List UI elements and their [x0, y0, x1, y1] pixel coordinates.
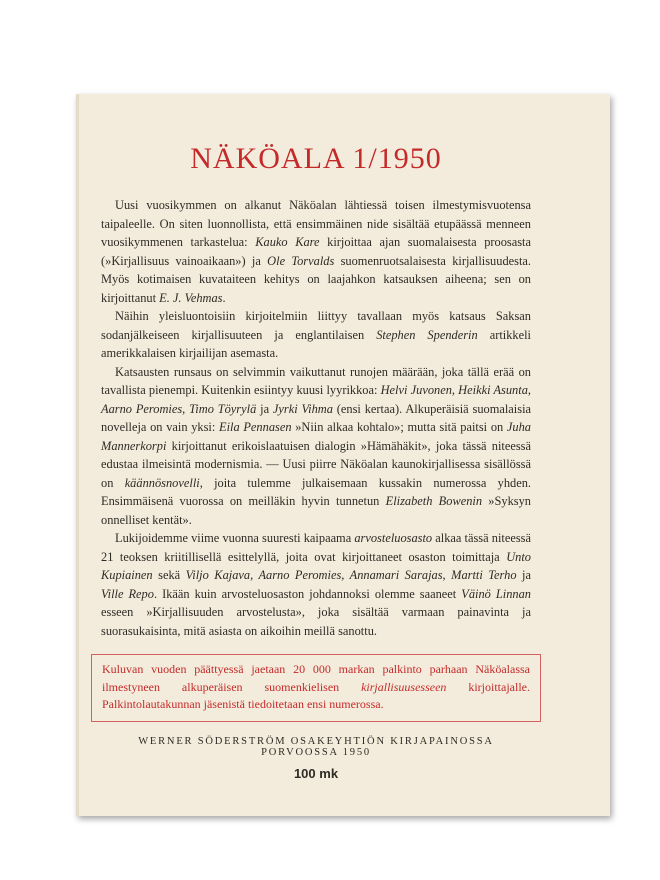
page-title: NÄKÖALA 1/1950 — [190, 142, 442, 175]
price-label: 100 mk — [293, 765, 339, 781]
prize-notice-box: Kuluvan vuoden päättyessä jaetaan 20 000 markan palkinto parhaan Näköalassa ilmestyneen alkuperäisen suomenkielisen kirjallisuusesseen kirjoittajalle. Palkintolautakunnan jäsenistä tiedoitetaan ensi numerossa. — [91, 654, 541, 722]
book-spine-edge — [76, 94, 79, 816]
cover-content — [101, 142, 531, 781]
paragraph-1: Uusi vuosikymmen on alkanut Näköalan lähtiessä toisen ilmestymisvuotensa taipaleelle. On siten luonnollista, että ensimmäinen nide sisältää etupäässä menneen vuosikymmenen tarkastelua: Kauko Kare kirjoittaa ajan suomalaisesta proosasta (»Kirjallisuus vainoaikaan») ja Ole Torvalds suomenruotsalaisesta kirjallisuudesta. Myös kotimaisen kuvataiteen kehitys on laajahkon katsauksen aiheena; sen on kirjoittanut E. J. Vehmas. — [101, 198, 531, 305]
printer-imprint: WERNER SÖDERSTRÖM OSAKEYHTIÖN KIRJAPAINOSSA PORVOOSSA 1950 — [138, 735, 494, 758]
paragraph-2: Näihin yleisluontoisiin kirjoitelmiin liittyy tavallaan myös katsaus Saksan sodanjälkeiseen kirjallisuuteen ja englantilaisen Stephen Spenderin artikkeli amerikkalaisen kirjailijan asemasta. — [101, 309, 531, 360]
paragraph-4: Lukijoidemme viime vuonna suuresti kaipaama arvosteluosasto alkaa tässä niteessä 21 teoksen kriitillisellä esittelyllä, joita ovat kirjoittaneet osaston toimittaja Unto Kupiainen sekä Viljo Kajava, Aarno Peromies, Annamari Sarajas, Martti Terho ja Ville Repo. Ikään kuin arvosteluosaston johdannoksi olemme saaneet Väinö Linnan esseen »Kirjallisuuden arvostelusta», joka sisältää varmaan painavinta ja suorasukaisinta, mitä asiasta on aikoihin meillä sanottu. — [101, 531, 531, 638]
paragraph-3: Katsausten runsaus on selvimmin vaikuttanut runojen määrään, joka tällä erää on tavallista pienempi. Kuitenkin esiintyy kuusi lyyrikkoa: Helvi Juvonen, Heikki Asunta, Aarno Peromies, Timo Töyrylä ja Jyrki Vihma (ensi kertaa). Alkuperäisiä suomalaisia novelleja on vain yksi: Eila Pennasen »Niin alkaa kohtalo»; mutta sitä paitsi on Juha Mannerkorpi kirjoittanut erikoislaatuisen dialogin »Hämähäkit», joka tässä niteessä edustaa ilmeisintä modernismia. — Uusi piirre Näköalan kaunokirjallisessa sisällössä on käännösnovelli, joita tulemme julkaisemaan kussakin numerossa yhden. Ensimmäisenä vuorossa on meilläkin hyvin tunnetun Elizabeth Bowenin »Syksyn onnelliset kentät». — [101, 364, 532, 527]
